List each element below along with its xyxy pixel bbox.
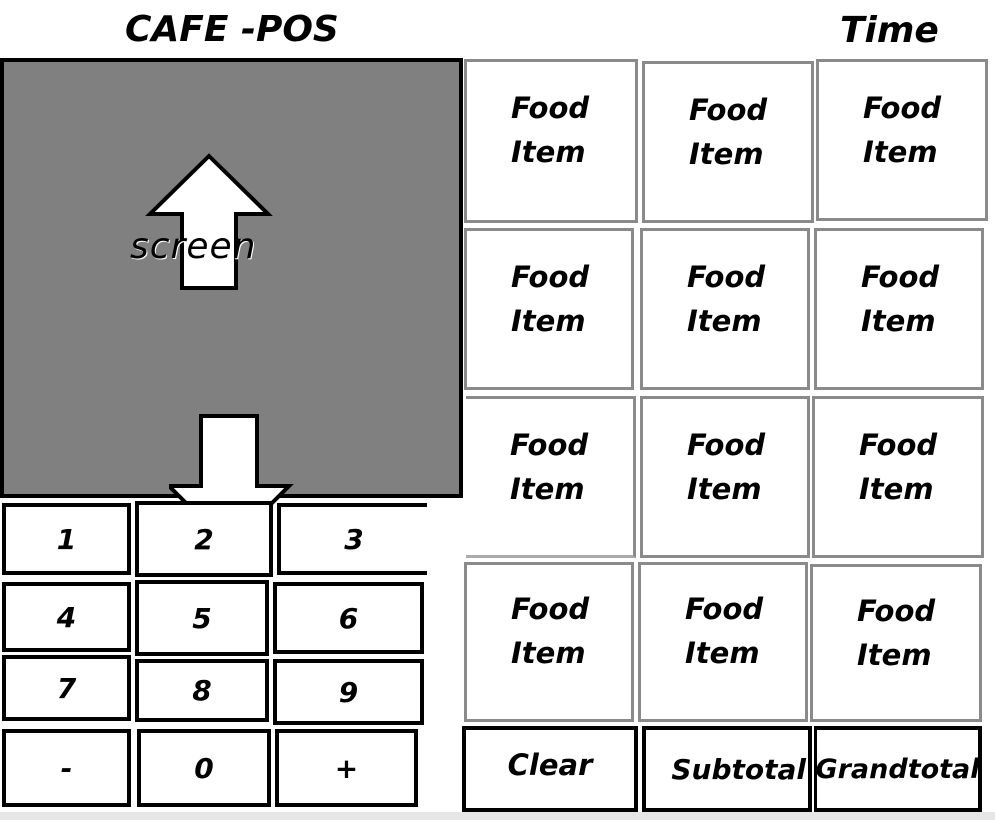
key-4[interactable]: 4 (2, 582, 131, 652)
screen-label: screen (130, 226, 257, 267)
food-item-label: Item (511, 304, 586, 338)
bottom-strip (0, 812, 995, 820)
food-item-label: Item (685, 636, 760, 670)
food-item-label: Food (687, 260, 766, 294)
key-3[interactable]: 3 (277, 503, 427, 575)
grandtotal-button[interactable]: Grandtotal (814, 726, 982, 812)
key-9[interactable]: 9 (273, 659, 424, 725)
food-item-label: Food (859, 428, 938, 462)
food-item-label: Food (685, 592, 764, 626)
food-item-label: Item (689, 137, 764, 171)
food-item-button[interactable] (640, 228, 810, 390)
arrow-up-icon[interactable] (144, 152, 274, 292)
key-6[interactable]: 6 (273, 582, 424, 654)
food-item-button[interactable] (464, 562, 634, 722)
time-label: Time (840, 10, 939, 51)
order-screen (0, 58, 463, 498)
subtotal-button[interactable]: Subtotal (642, 726, 812, 812)
food-item-button[interactable] (466, 396, 636, 558)
clear-button[interactable]: Clear (462, 726, 638, 812)
food-item-label: Item (859, 472, 934, 506)
food-item-button[interactable] (640, 396, 810, 558)
food-item-button[interactable] (464, 59, 638, 223)
key-minus[interactable]: - (2, 729, 131, 807)
key-8[interactable]: 8 (135, 659, 269, 722)
food-item-button[interactable] (642, 61, 814, 223)
food-item-label: Food (861, 260, 940, 294)
key-2[interactable]: 2 (135, 501, 273, 577)
food-item-button[interactable] (816, 59, 988, 221)
food-item-label: Item (687, 472, 762, 506)
food-item-button[interactable] (814, 228, 984, 390)
food-item-label: Item (857, 638, 932, 672)
food-item-label: Food (510, 428, 589, 462)
app-title: CAFE -POS (125, 9, 339, 50)
food-item-label: Food (689, 93, 768, 127)
food-item-button[interactable] (638, 562, 808, 722)
food-item-label: Food (857, 594, 936, 628)
food-item-label: Food (511, 91, 590, 125)
key-5[interactable]: 5 (135, 580, 269, 656)
food-item-label: Item (511, 636, 586, 670)
food-item-button[interactable] (812, 396, 984, 558)
food-item-label: Food (687, 428, 766, 462)
key-7[interactable]: 7 (2, 655, 131, 721)
key-0[interactable]: 0 (137, 729, 271, 807)
food-item-label: Item (511, 135, 586, 169)
food-item-label: Food (511, 592, 590, 626)
food-item-label: Item (861, 304, 936, 338)
key-1[interactable]: 1 (2, 503, 131, 575)
food-item-button[interactable] (810, 564, 982, 722)
food-item-label: Item (510, 472, 585, 506)
food-item-label: Item (863, 135, 938, 169)
food-item-label: Item (687, 304, 762, 338)
key-plus[interactable]: + (275, 729, 418, 807)
food-item-button[interactable] (464, 228, 634, 390)
food-item-label: Food (863, 91, 942, 125)
food-item-label: Food (511, 260, 590, 294)
